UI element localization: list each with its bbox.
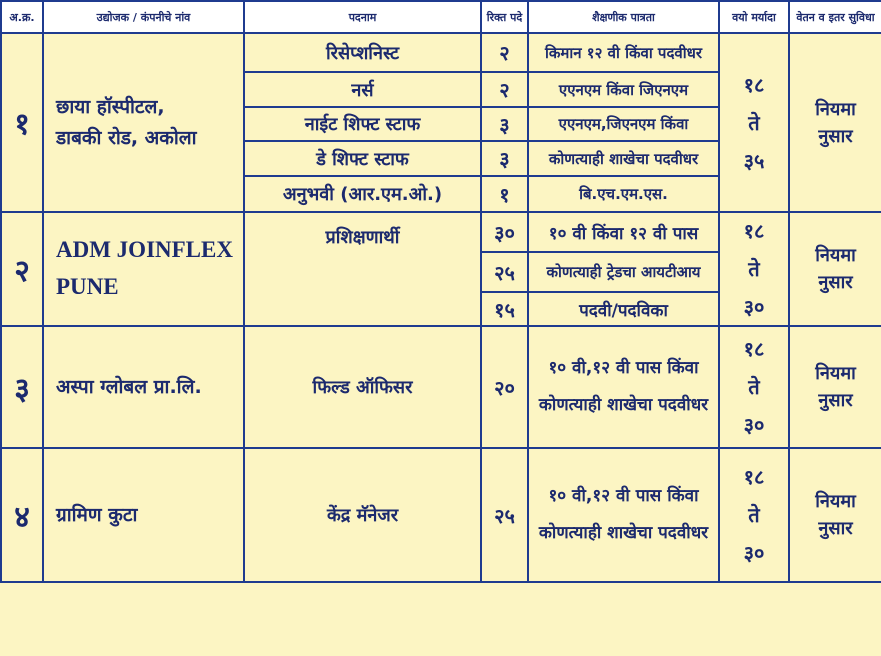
row3-education-line1: १० वी,१२ वी पास किंवा xyxy=(548,357,699,378)
row1-post-3: नाईट शिफ्ट स्टाफ xyxy=(243,106,482,142)
row1-post-5: अनुभवी (आर.एम.ओ.) xyxy=(243,175,482,213)
row2-vacancy-3: १५ xyxy=(480,291,529,327)
row1-age xyxy=(718,32,790,213)
row1-salary xyxy=(788,32,881,213)
row2-company-line2: PUNE xyxy=(56,274,119,299)
header-education: शैक्षणीक पात्रता xyxy=(527,0,720,34)
row4-age xyxy=(718,447,790,583)
row2-age xyxy=(718,211,790,327)
header-vacancy: रिक्त पदे xyxy=(480,0,529,34)
row1-vacancy-5: १ xyxy=(480,175,529,213)
row1-company xyxy=(42,32,245,213)
row4-age-to: ३० xyxy=(743,541,765,565)
row1-age-from: १८ xyxy=(743,72,765,97)
row1-vacancy-2: २ xyxy=(480,71,529,108)
row1-education-4: कोणत्याही शाखेचा पदवीधर xyxy=(527,140,720,177)
row3-salary-line1: नियमा xyxy=(815,363,856,384)
row1-post-1: रिसेप्शनिस्ट xyxy=(243,32,482,73)
row1-education-1: किमान १२ वी किंवा पदवीधर xyxy=(527,32,720,73)
row4-education xyxy=(527,447,720,583)
header-company: उद्योजक / कंपनीचे नांव xyxy=(42,0,245,34)
row2-age-to: ३० xyxy=(743,295,765,319)
row2-education-2: कोणत्याही ट्रेडचा आयटीआय xyxy=(527,251,720,293)
row3-age-from: १८ xyxy=(743,337,765,361)
row2-age-to-word: ते xyxy=(748,257,760,281)
row4-salary xyxy=(788,447,881,583)
row1-vacancy-3: ३ xyxy=(480,106,529,142)
row1-salary-line1: नियमा xyxy=(815,98,856,120)
row1-sn: १ xyxy=(0,32,44,213)
row1-post-2: नर्स xyxy=(243,71,482,108)
row1-age-to: ३५ xyxy=(743,148,765,173)
row1-age-to-word: ते xyxy=(748,110,760,135)
row3-salary xyxy=(788,325,881,449)
row1-education-5: बि.एच.एम.एस. xyxy=(527,175,720,213)
row4-sn: ४ xyxy=(0,447,44,583)
row1-vacancy-4: ३ xyxy=(480,140,529,177)
row2-vacancy-1: ३० xyxy=(480,211,529,253)
row1-salary-line2: नुसार xyxy=(818,125,853,147)
row3-post: फिल्ड ऑफिसर xyxy=(243,325,482,449)
row2-education-3: पदवी/पदविका xyxy=(527,291,720,327)
header-salary: वेतन व इतर सुविधा xyxy=(788,0,881,34)
row4-salary-line1: नियमा xyxy=(815,491,856,512)
row3-vacancy: २० xyxy=(480,325,529,449)
row3-age-to-word: ते xyxy=(748,375,760,399)
row2-post: प्रशिक्षणार्थी xyxy=(243,211,482,327)
row3-salary-line2: नुसार xyxy=(818,390,853,411)
header-sn: अ.क्र. xyxy=(0,0,44,34)
row4-vacancy: २५ xyxy=(480,447,529,583)
row3-company: अस्पा ग्लोबल प्रा.लि. xyxy=(42,325,245,449)
row2-company-line1: ADM JOINFLEX xyxy=(56,237,233,263)
header-age: वयो मर्यादा xyxy=(718,0,790,34)
row3-age xyxy=(718,325,790,449)
row1-education-3: एएनएम,जिएनएम किंवा xyxy=(527,106,720,142)
row1-education-2: एएनएम किंवा जिएनएम xyxy=(527,71,720,108)
row3-age-to: ३० xyxy=(743,413,765,437)
row2-age-from: १८ xyxy=(743,219,765,243)
row1-post-4: डे शिफ्ट स्टाफ xyxy=(243,140,482,177)
header-post: पदनाम xyxy=(243,0,482,34)
row1-company-line2: डाबकी रोड, अकोला xyxy=(56,126,197,149)
row4-company: ग्रामिण कुटा xyxy=(42,447,245,583)
row4-education-line2: कोणत्याही शाखेचा पदवीधर xyxy=(538,523,709,543)
row4-age-from: १८ xyxy=(743,465,765,489)
row4-age-to-word: ते xyxy=(748,503,760,527)
row4-education-line1: १० वी,१२ वी पास किंवा xyxy=(548,485,699,506)
row3-education xyxy=(527,325,720,449)
row2-education-1: १० वी किंवा १२ वी पास xyxy=(527,211,720,253)
row2-sn: २ xyxy=(0,211,44,327)
row2-salary-line2: नुसार xyxy=(818,272,853,293)
row1-company-line1: छाया हॉस्पीटल, xyxy=(56,96,165,119)
row1-vacancy-1: २ xyxy=(480,32,529,73)
row3-education-line2: कोणत्याही शाखेचा पदवीधर xyxy=(538,395,709,415)
row4-post: केंद्र मॅनेजर xyxy=(243,447,482,583)
row2-salary xyxy=(788,211,881,327)
row2-vacancy-2: २५ xyxy=(480,251,529,293)
row2-salary-line1: नियमा xyxy=(815,245,856,266)
row4-salary-line2: नुसार xyxy=(818,518,853,539)
row2-company xyxy=(42,211,245,327)
row3-sn: ३ xyxy=(0,325,44,449)
